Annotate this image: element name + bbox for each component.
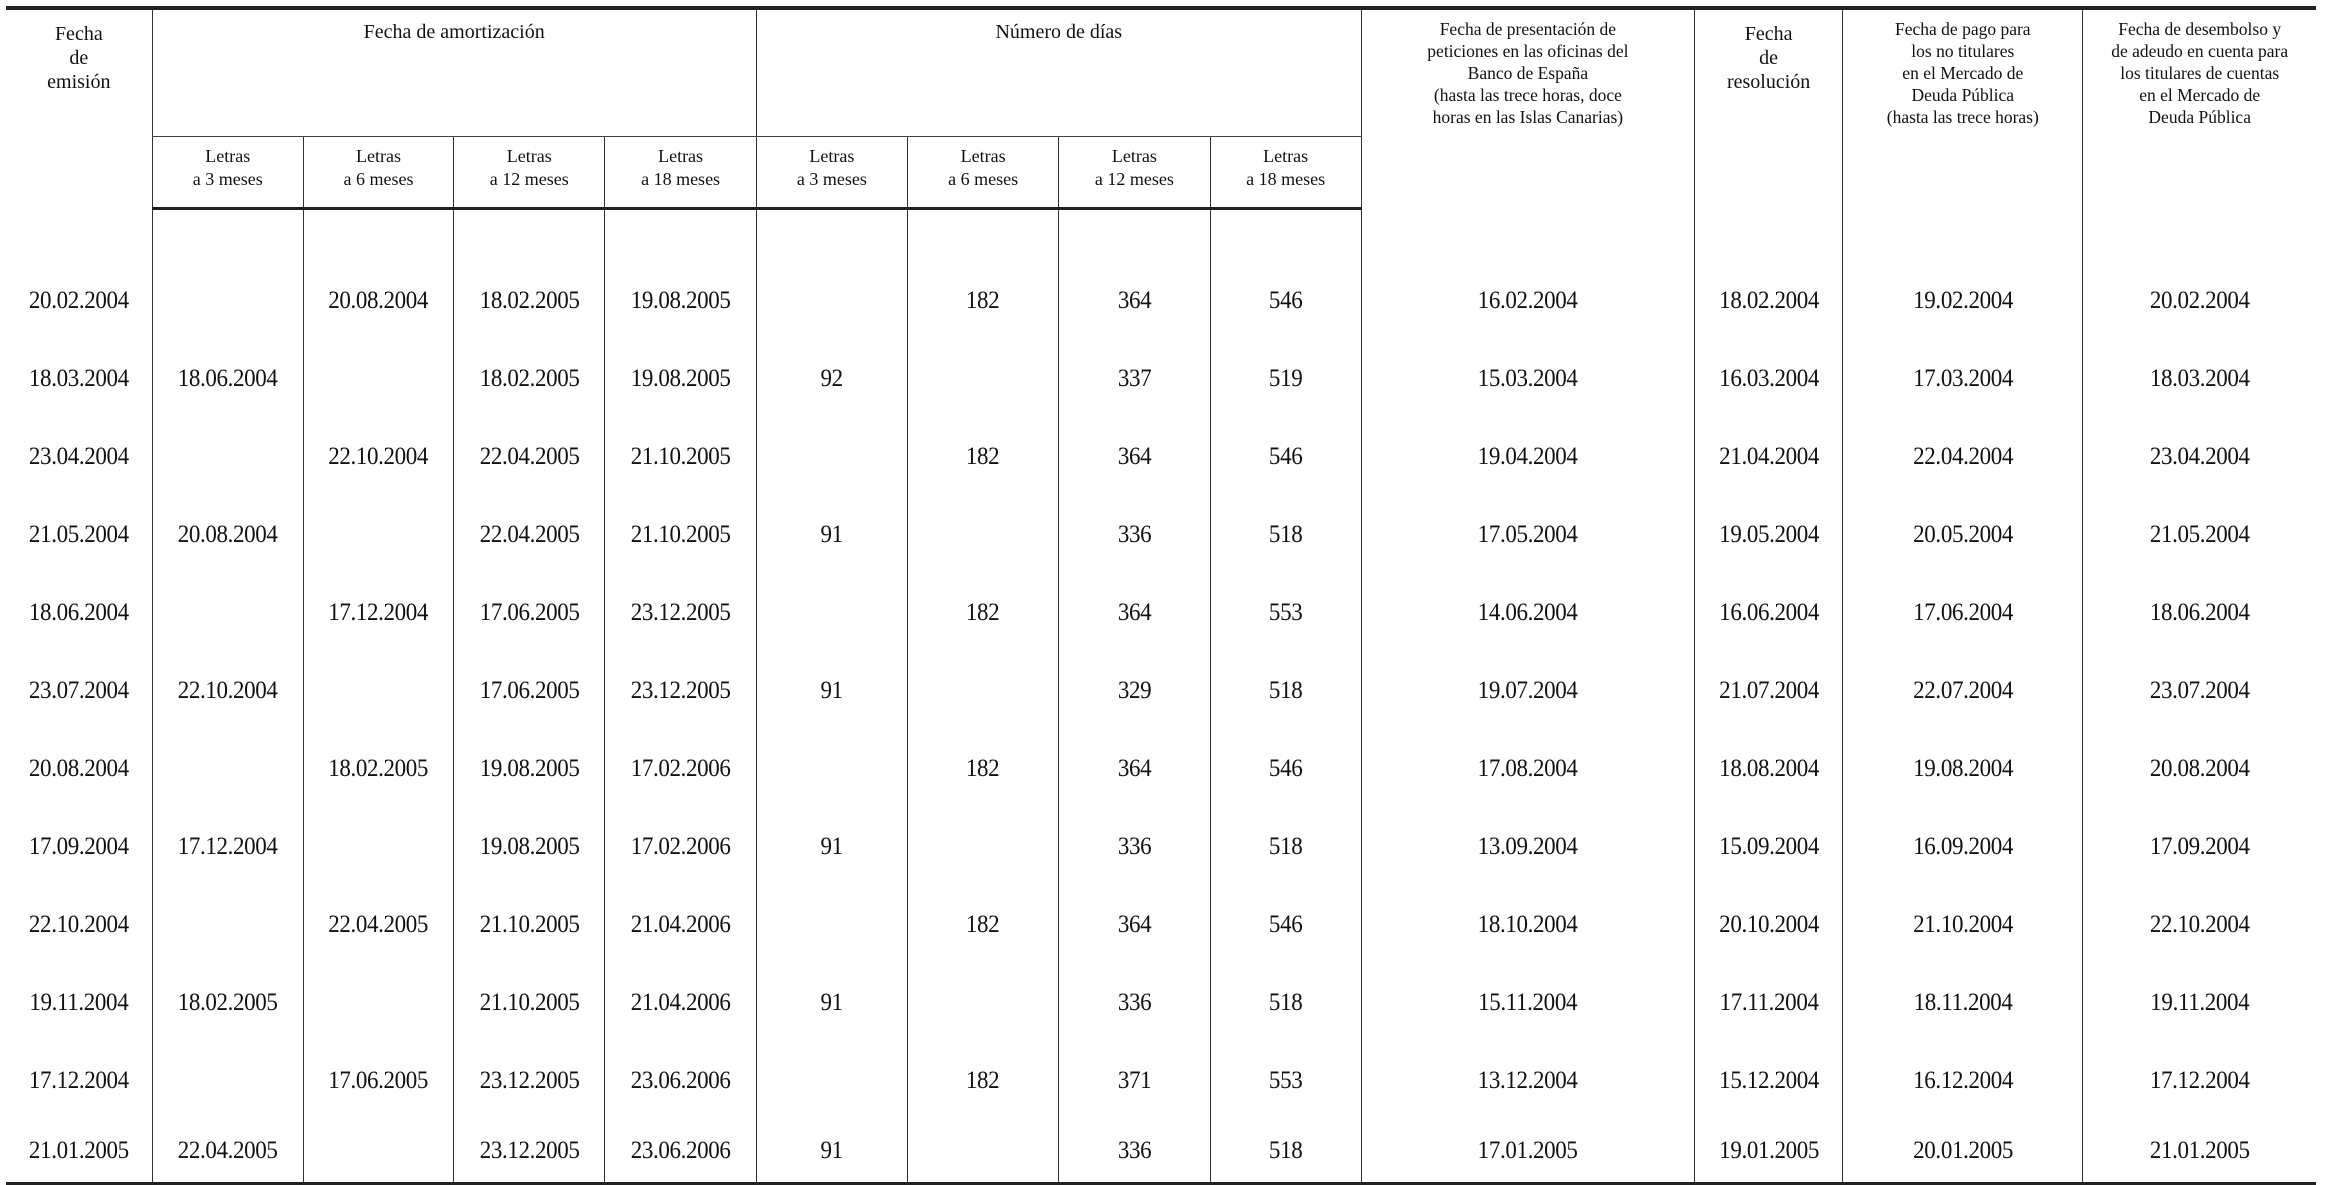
- spacer-cell: [1852, 209, 2073, 263]
- cell-fecha-desembolso: 20.08.2004: [2092, 730, 2306, 808]
- cell-fecha-presentacion: 19.04.2004: [1375, 418, 1682, 496]
- cell-amort-letras-6: 17.12.2004: [309, 574, 447, 652]
- cell-dias-letras-12: 329: [1065, 652, 1204, 730]
- cell-fecha-pago: 20.05.2004: [1852, 496, 2073, 574]
- cell-amort-letras-3: 22.04.2005: [158, 1120, 297, 1184]
- cell-dias-letras-18: 546: [1216, 730, 1355, 808]
- cell-fecha-emision: 18.06.2004: [28, 599, 129, 626]
- cell-fecha-presentacion: 14.06.2004: [1375, 574, 1682, 652]
- header-amort-letras-18: Letras a 18 meses: [605, 137, 756, 209]
- cell-fecha-pago: 18.11.2004: [1852, 964, 2073, 1042]
- cell-fecha-pago: 17.03.2004: [1852, 340, 2073, 418]
- cell-fecha-emision: 21.01.2005: [12, 1120, 146, 1184]
- spacer-cell: [158, 209, 297, 263]
- cell-amort-letras-18: 23.12.2005: [611, 652, 750, 730]
- cell-amort-letras-18: 17.02.2006: [611, 730, 750, 808]
- cell-amort-letras-12: 23.12.2005: [460, 1042, 599, 1120]
- cell-dias-letras-12: 337: [1065, 340, 1204, 418]
- cell-amort-letras-18: 23.12.2005: [611, 574, 750, 652]
- cell-fecha-presentacion: 17.01.2005: [1375, 1120, 1682, 1184]
- cell-fecha-emision: 17.12.2004: [28, 1067, 129, 1094]
- cell-fecha-desembolso: 17.09.2004: [2092, 808, 2306, 886]
- table-row: [6, 574, 2316, 652]
- cell-fecha-desembolso: 21.01.2005: [2092, 1120, 2306, 1184]
- cell-fecha-desembolso: 18.06.2004: [2092, 574, 2306, 652]
- cell-fecha-resolucion: 21.04.2004: [1700, 418, 1836, 496]
- table-row: [6, 496, 2316, 574]
- spacer-cell: [1375, 209, 1682, 263]
- cell-dias-letras-18: 518: [1216, 964, 1355, 1042]
- cell-dias-letras-6: 182: [914, 886, 1053, 964]
- cell-fecha-emision: 23.04.2004: [28, 443, 129, 470]
- cell-fecha-desembolso: 18.03.2004: [2092, 340, 2306, 418]
- cell-fecha-resolucion: 18.08.2004: [1700, 730, 1836, 808]
- spacer-cell: [1065, 209, 1204, 263]
- table-row: [6, 886, 2316, 964]
- cell-fecha-resolucion: 15.09.2004: [1700, 808, 1836, 886]
- spacer-cell: [2092, 209, 2306, 263]
- cell-fecha-presentacion: 17.08.2004: [1375, 730, 1682, 808]
- header-amort-letras-6: Letras a 6 meses: [303, 137, 453, 209]
- cell-amort-letras-6: 17.06.2005: [309, 1042, 447, 1120]
- cell-fecha-resolucion: 21.07.2004: [1700, 652, 1836, 730]
- cell-amort-letras-3: 22.10.2004: [158, 652, 297, 730]
- cell-dias-letras-12: 336: [1065, 808, 1204, 886]
- cell-dias-letras-3: 91: [762, 496, 901, 574]
- header-dias-letras-12: Letras a 12 meses: [1059, 137, 1210, 209]
- spacer-cell: [1700, 209, 1836, 263]
- cell-fecha-resolucion: 19.01.2005: [1700, 1120, 1836, 1184]
- cell-fecha-pago: 22.07.2004: [1852, 652, 2073, 730]
- cell-dias-letras-3: 91: [762, 1120, 901, 1184]
- cell-dias-letras-3: 92: [762, 340, 901, 418]
- cell-fecha-emision: 17.09.2004: [28, 833, 129, 860]
- cell-dias-letras-12: 364: [1065, 574, 1204, 652]
- cell-amort-letras-18: 21.10.2005: [611, 496, 750, 574]
- cell-amort-letras-18: 21.04.2006: [611, 886, 750, 964]
- cell-dias-letras-18: 546: [1216, 886, 1355, 964]
- cell-amort-letras-3: [158, 1042, 297, 1120]
- cell-fecha-presentacion: 13.09.2004: [1375, 808, 1682, 886]
- cell-fecha-pago: 19.08.2004: [1852, 730, 2073, 808]
- cell-amort-letras-3: [158, 730, 297, 808]
- table-row: [6, 964, 2316, 1042]
- cell-dias-letras-12: 336: [1065, 964, 1204, 1042]
- cell-fecha-emision: 19.11.2004: [29, 989, 129, 1016]
- cell-fecha-resolucion: 17.11.2004: [1700, 964, 1836, 1042]
- header-fecha-desembolso: Fecha de desembolso y de adeudo en cuenta para los titulares de cuentas en el Mercado de Deuda Pública: [2083, 8, 2316, 209]
- cell-amort-letras-12: 19.08.2005: [460, 808, 599, 886]
- cell-amort-letras-18: 21.10.2005: [611, 418, 750, 496]
- cell-amort-letras-12: 19.08.2005: [460, 730, 599, 808]
- cell-dias-letras-6: 182: [914, 418, 1053, 496]
- cell-amort-letras-12: 23.12.2005: [460, 1120, 599, 1184]
- cell-fecha-desembolso: 23.04.2004: [2092, 418, 2306, 496]
- cell-fecha-presentacion: 19.07.2004: [1375, 652, 1682, 730]
- cell-fecha-presentacion: 16.02.2004: [1375, 262, 1682, 340]
- cell-dias-letras-6: 182: [914, 730, 1053, 808]
- table-row: [6, 1042, 2316, 1120]
- cell-dias-letras-3: [762, 574, 901, 652]
- cell-dias-letras-12: 336: [1065, 1120, 1204, 1184]
- cell-fecha-emision: 22.10.2004: [28, 911, 129, 938]
- cell-amort-letras-3: 17.12.2004: [158, 808, 297, 886]
- cell-fecha-pago: 16.12.2004: [1852, 1042, 2073, 1120]
- cell-fecha-pago: 17.06.2004: [1852, 574, 2073, 652]
- header-dias-letras-3: Letras a 3 meses: [756, 137, 907, 209]
- cell-amort-letras-6: 20.08.2004: [309, 262, 447, 340]
- cell-dias-letras-3: [762, 1042, 901, 1120]
- header-amort-letras-12: Letras a 12 meses: [454, 137, 605, 209]
- cell-fecha-emision: 23.07.2004: [28, 677, 129, 704]
- cell-amort-letras-12: 22.04.2005: [460, 418, 599, 496]
- cell-fecha-resolucion: 16.03.2004: [1700, 340, 1836, 418]
- cell-amort-letras-12: 17.06.2005: [460, 574, 599, 652]
- cell-amort-letras-3: [158, 418, 297, 496]
- cell-dias-letras-6: [914, 808, 1053, 886]
- cell-dias-letras-18: 518: [1216, 1120, 1355, 1184]
- cell-fecha-emision: 20.08.2004: [28, 755, 129, 782]
- cell-dias-letras-3: [762, 418, 901, 496]
- cell-fecha-presentacion: 13.12.2004: [1375, 1042, 1682, 1120]
- cell-amort-letras-6: 22.10.2004: [309, 418, 447, 496]
- cell-dias-letras-3: 91: [762, 652, 901, 730]
- header-fecha-emision: Fecha de emisión: [6, 8, 152, 209]
- cell-dias-letras-3: [762, 886, 901, 964]
- table-body: [6, 209, 2316, 1184]
- cell-amort-letras-3: [158, 886, 297, 964]
- cell-fecha-desembolso: 23.07.2004: [2092, 652, 2306, 730]
- cell-dias-letras-18: 518: [1216, 652, 1355, 730]
- cell-amort-letras-6: [309, 1120, 447, 1184]
- cell-fecha-resolucion: 19.05.2004: [1700, 496, 1836, 574]
- spacer-cell: [762, 209, 901, 263]
- cell-fecha-presentacion: 15.11.2004: [1375, 964, 1682, 1042]
- cell-fecha-emision: 20.02.2004: [28, 287, 129, 314]
- cell-dias-letras-18: 553: [1216, 1042, 1355, 1120]
- cell-dias-letras-3: 91: [762, 808, 901, 886]
- cell-dias-letras-3: [762, 262, 901, 340]
- cell-fecha-desembolso: 20.02.2004: [2092, 262, 2306, 340]
- cell-fecha-resolucion: 15.12.2004: [1700, 1042, 1836, 1120]
- cell-dias-letras-18: 546: [1216, 418, 1355, 496]
- cell-fecha-presentacion: 15.03.2004: [1375, 340, 1682, 418]
- cell-dias-letras-6: [914, 652, 1053, 730]
- header-row-top: [6, 8, 2316, 137]
- header-fecha-amortizacion: Fecha de amortización: [152, 8, 756, 137]
- cell-amort-letras-12: 21.10.2005: [460, 886, 599, 964]
- cell-dias-letras-18: 518: [1216, 808, 1355, 886]
- header-fecha-pago: Fecha de pago para los no titulares en el Mercado de Deuda Pública (hasta las trece horas): [1843, 8, 2083, 209]
- cell-amort-letras-6: [309, 652, 447, 730]
- spacer-cell: [460, 209, 599, 263]
- spacer-cell: [611, 209, 750, 263]
- cell-amort-letras-3: 18.06.2004: [158, 340, 297, 418]
- cell-dias-letras-6: [914, 496, 1053, 574]
- table-row: [6, 730, 2316, 808]
- cell-amort-letras-12: 18.02.2005: [460, 340, 599, 418]
- cell-dias-letras-12: 371: [1065, 1042, 1204, 1120]
- cell-amort-letras-12: 21.10.2005: [460, 964, 599, 1042]
- cell-dias-letras-6: [914, 964, 1053, 1042]
- table-row: [6, 652, 2316, 730]
- cell-amort-letras-18: 17.02.2006: [611, 808, 750, 886]
- cell-dias-letras-18: 553: [1216, 574, 1355, 652]
- cell-amort-letras-12: 22.04.2005: [460, 496, 599, 574]
- cell-dias-letras-6: 182: [914, 262, 1053, 340]
- cell-amort-letras-12: 18.02.2005: [460, 262, 599, 340]
- cell-fecha-desembolso: 17.12.2004: [2092, 1042, 2306, 1120]
- cell-fecha-desembolso: 19.11.2004: [2092, 964, 2306, 1042]
- cell-dias-letras-6: 182: [914, 1042, 1053, 1120]
- table-row: [6, 1120, 2316, 1184]
- cell-amort-letras-18: 21.04.2006: [611, 964, 750, 1042]
- cell-fecha-presentacion: 18.10.2004: [1375, 886, 1682, 964]
- cell-dias-letras-3: 91: [762, 964, 901, 1042]
- cell-dias-letras-3: [762, 730, 901, 808]
- header-fecha-presentacion: Fecha de presentación de peticiones en las oficinas del Banco de España (hasta las trece horas, doce horas en las Islas Canarias): [1361, 8, 1694, 209]
- cell-fecha-pago: 19.02.2004: [1852, 262, 2073, 340]
- cell-fecha-pago: 21.10.2004: [1852, 886, 2073, 964]
- cell-dias-letras-18: 546: [1216, 262, 1355, 340]
- cell-dias-letras-12: 364: [1065, 730, 1204, 808]
- cell-amort-letras-12: 17.06.2005: [460, 652, 599, 730]
- cell-dias-letras-18: 518: [1216, 496, 1355, 574]
- table-row: [6, 418, 2316, 496]
- cell-dias-letras-12: 364: [1065, 886, 1204, 964]
- cell-fecha-pago: 16.09.2004: [1852, 808, 2073, 886]
- cell-amort-letras-6: 18.02.2005: [309, 730, 447, 808]
- spacer-cell: [1216, 209, 1355, 263]
- cell-fecha-presentacion: 17.05.2004: [1375, 496, 1682, 574]
- spacer-cell: [914, 209, 1053, 263]
- cell-dias-letras-18: 519: [1216, 340, 1355, 418]
- cell-fecha-emision: 21.05.2004: [28, 521, 129, 548]
- cell-amort-letras-18: 19.08.2005: [611, 340, 750, 418]
- cell-dias-letras-12: 336: [1065, 496, 1204, 574]
- table-row: [6, 262, 2316, 340]
- cell-amort-letras-3: [158, 262, 297, 340]
- cell-fecha-desembolso: 21.05.2004: [2092, 496, 2306, 574]
- cell-dias-letras-12: 364: [1065, 418, 1204, 496]
- issuance-calendar-table: [6, 6, 2316, 1185]
- cell-amort-letras-18: 23.06.2006: [611, 1120, 750, 1184]
- cell-fecha-pago: 22.04.2004: [1852, 418, 2073, 496]
- spacer-cell: [12, 209, 146, 263]
- header-amort-letras-3: Letras a 3 meses: [152, 137, 303, 209]
- cell-dias-letras-6: [914, 1120, 1053, 1184]
- cell-amort-letras-3: [158, 574, 297, 652]
- cell-fecha-desembolso: 22.10.2004: [2092, 886, 2306, 964]
- cell-fecha-resolucion: 20.10.2004: [1700, 886, 1836, 964]
- cell-fecha-emision: 18.03.2004: [28, 365, 129, 392]
- cell-fecha-resolucion: 16.06.2004: [1700, 574, 1836, 652]
- cell-amort-letras-18: 23.06.2006: [611, 1042, 750, 1120]
- cell-amort-letras-6: 22.04.2005: [309, 886, 447, 964]
- header-dias-letras-6: Letras a 6 meses: [907, 137, 1058, 209]
- cell-amort-letras-18: 19.08.2005: [611, 262, 750, 340]
- spacer-row: [6, 209, 2316, 263]
- cell-fecha-resolucion: 18.02.2004: [1700, 262, 1836, 340]
- cell-fecha-pago: 20.01.2005: [1852, 1120, 2073, 1184]
- table-row: [6, 808, 2316, 886]
- cell-amort-letras-6: [309, 808, 447, 886]
- table-row: [6, 340, 2316, 418]
- cell-amort-letras-3: 18.02.2005: [158, 964, 297, 1042]
- cell-amort-letras-3: 20.08.2004: [158, 496, 297, 574]
- spacer-cell: [309, 209, 447, 263]
- cell-dias-letras-12: 364: [1065, 262, 1204, 340]
- cell-amort-letras-6: [309, 496, 447, 574]
- cell-amort-letras-6: [309, 964, 447, 1042]
- header-numero-dias: Número de días: [756, 8, 1361, 137]
- header-fecha-resolucion: Fecha de resolución: [1695, 8, 1843, 209]
- cell-dias-letras-6: [914, 340, 1053, 418]
- cell-dias-letras-6: 182: [914, 574, 1053, 652]
- header-dias-letras-18: Letras a 18 meses: [1210, 137, 1361, 209]
- cell-amort-letras-6: [309, 340, 447, 418]
